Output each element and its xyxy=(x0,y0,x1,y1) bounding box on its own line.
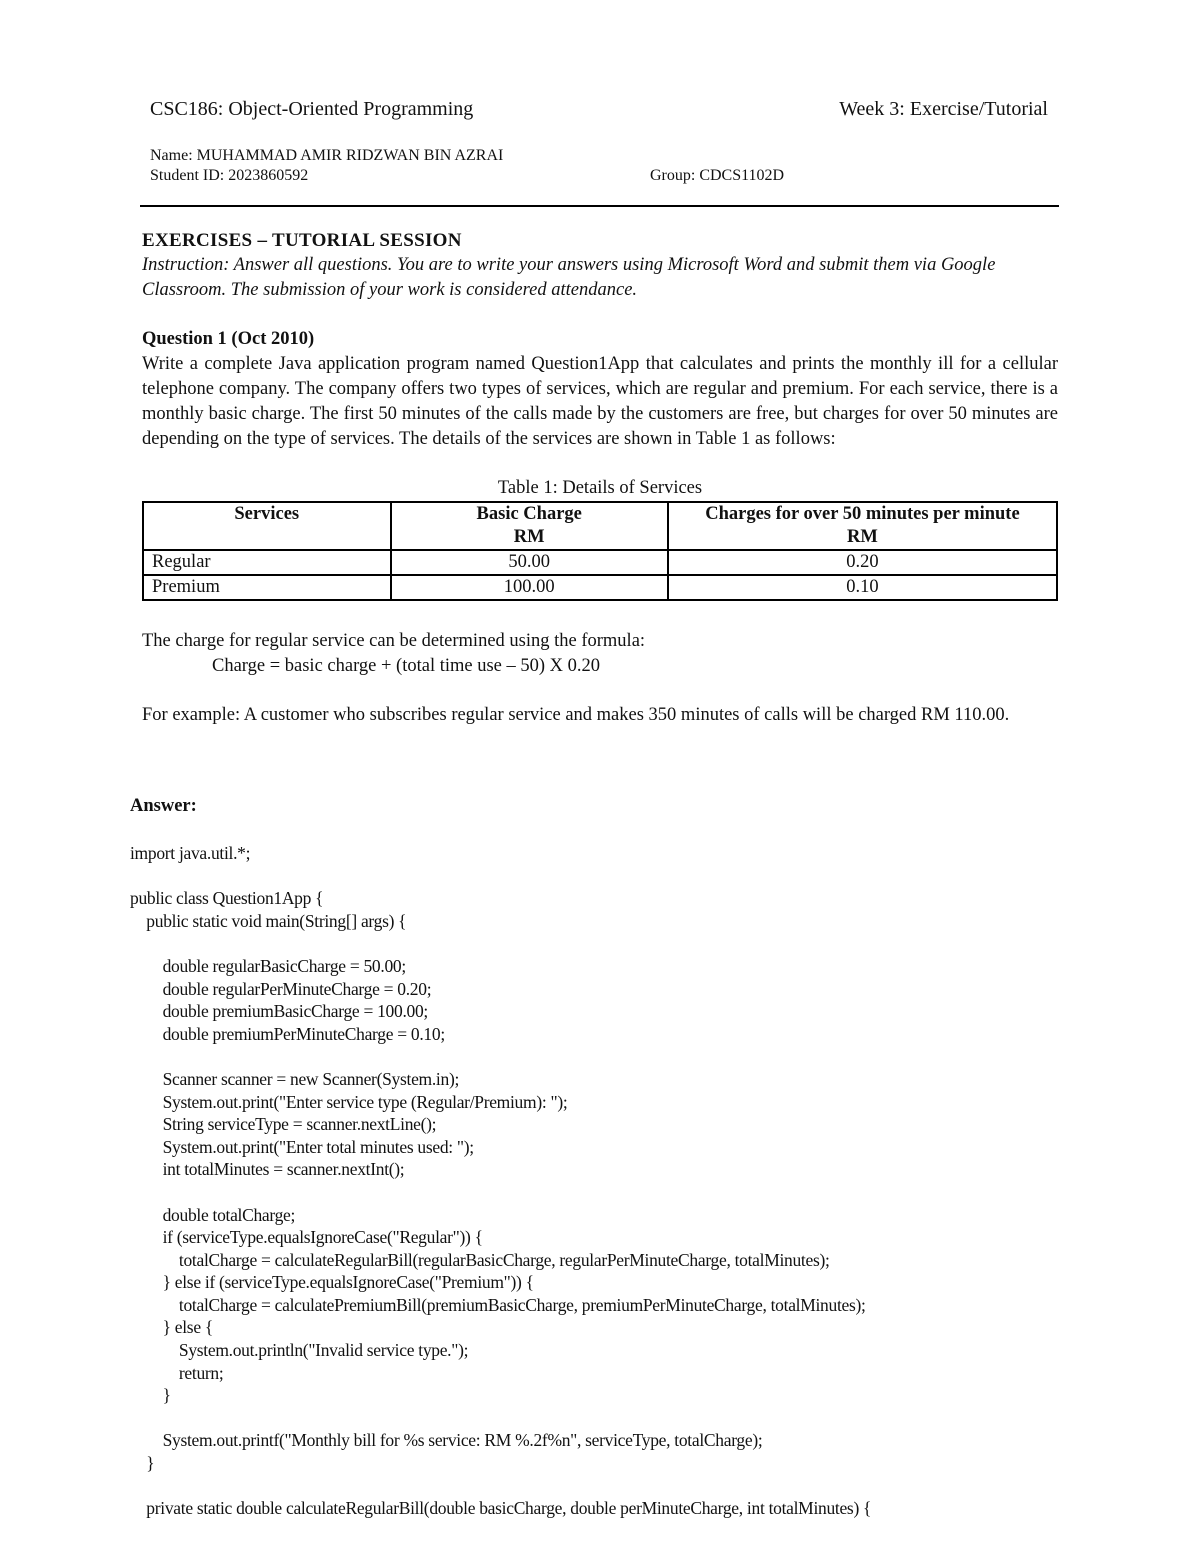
exercise-content xyxy=(142,228,1058,728)
code-line: public class Question1App { xyxy=(130,888,324,909)
cell-basic: 50.00 xyxy=(391,550,668,575)
exercise-title: EXERCISES – TUTORIAL SESSION xyxy=(142,230,462,251)
code-line: import java.util.*; xyxy=(130,843,251,863)
code-line: totalCharge = calculateRegularBill(regularBasicCharge, regularPerMinuteCharge, totalMinutes); xyxy=(130,1249,830,1270)
header-services xyxy=(143,502,391,550)
cell-over: 0.10 xyxy=(668,575,1057,600)
code-line: int totalMinutes = scanner.nextInt(); xyxy=(130,1159,405,1180)
cell-basic: 100.00 xyxy=(391,575,668,600)
code-line xyxy=(130,932,1030,955)
code-line xyxy=(130,1475,1030,1498)
header-over-charge-label: Charges for over 50 minutes per minute xyxy=(705,504,1020,524)
student-group: Group: CDCS1102D xyxy=(650,167,785,184)
course-title: CSC186: Object-Oriented Programming xyxy=(150,98,474,120)
header-over-charge xyxy=(668,502,1057,550)
week-label: Week 3: Exercise/Tutorial xyxy=(839,98,1048,120)
table-caption: Table 1: Details of Services xyxy=(497,478,703,498)
code-line xyxy=(130,1181,1030,1204)
code-line: } xyxy=(130,1453,155,1474)
code-line: double premiumPerMinuteCharge = 0.10; xyxy=(130,1023,445,1044)
code-line: private static double calculateRegularBill(double basicCharge, double perMinuteCharge, int totalMinutes) { xyxy=(130,1498,872,1519)
student-name: Name: MUHAMMAD AMIR RIDZWAN BIN AZRAI xyxy=(150,147,504,164)
header-services-label: Services xyxy=(234,504,300,524)
code-line: public static void main(String[] args) { xyxy=(130,910,407,931)
code-line: } xyxy=(130,1385,171,1406)
cell-over: 0.20 xyxy=(668,550,1057,575)
code-line xyxy=(130,1407,1030,1430)
code-line: Scanner scanner = new Scanner(System.in); xyxy=(130,1068,460,1089)
header-over-charge-unit: RM xyxy=(847,527,878,547)
code-line: System.out.print("Enter service type (Regular/Premium): "); xyxy=(130,1091,568,1112)
table-header-row xyxy=(143,502,1057,550)
table-row xyxy=(143,575,1057,600)
exercise-instruction: Instruction: Answer all questions. You are to write your answers using Microsoft Word and submit them via Google Classroom. The submission of your work is considered attendance. xyxy=(142,255,996,300)
code-line: String serviceType = scanner.nextLine(); xyxy=(130,1114,437,1135)
header-basic-charge-unit: RM xyxy=(513,527,545,547)
code-line: } else if (serviceType.equalsIgnoreCase("Premium")) { xyxy=(130,1272,534,1293)
header-basic-charge-label: Basic Charge xyxy=(476,504,582,524)
answer-code-block xyxy=(130,842,1030,1520)
cell-service: Regular xyxy=(143,550,391,575)
services-table xyxy=(142,501,1058,601)
code-line xyxy=(130,1045,1030,1068)
formula: Charge = basic charge + (total time use – 50) X 0.20 xyxy=(212,656,601,676)
code-line: totalCharge = calculatePremiumBill(premiumBasicCharge, premiumPerMinuteCharge, totalMinutes); xyxy=(130,1294,866,1315)
answer-label: Answer: xyxy=(130,796,197,816)
question-title: Question 1 (Oct 2010) xyxy=(142,329,315,349)
question-body: Write a complete Java application program named Question1App that calculates and prints the monthly ill for a cellular telephone company. The company offers two types of services, which are regular and premium. For each service, there is a monthly basic charge. The first 50 minutes of the calls made by the customers are free, but charges for over 50 minutes are depending on the type of services. The details of the services are shown in Table 1 as follows: xyxy=(142,354,1058,449)
code-line: System.out.print("Enter total minutes used: "); xyxy=(130,1136,474,1157)
code-line: return; xyxy=(130,1362,224,1383)
table-row xyxy=(143,550,1057,575)
code-line: double regularPerMinuteCharge = 0.20; xyxy=(130,978,432,999)
code-line: double totalCharge; xyxy=(130,1204,296,1225)
code-line: System.out.println("Invalid service type."); xyxy=(130,1340,469,1361)
student-id: Student ID: 2023860592 xyxy=(150,167,309,184)
code-line: } else { xyxy=(130,1317,213,1338)
header-basic-charge xyxy=(391,502,668,550)
code-line: if (serviceType.equalsIgnoreCase("Regular")) { xyxy=(130,1227,483,1248)
code-line: System.out.printf("Monthly bill for %s service: RM %.2f%n", serviceType, totalCharge); xyxy=(130,1430,763,1451)
cell-service: Premium xyxy=(143,575,391,600)
code-line xyxy=(130,865,1030,888)
code-line: double regularBasicCharge = 50.00; xyxy=(130,955,406,976)
example-text: For example: A customer who subscribes regular service and makes 350 minutes of calls will be charged RM 110.00. xyxy=(142,705,1010,725)
code-line: double premiumBasicCharge = 100.00; xyxy=(130,1001,428,1022)
formula-intro: The charge for regular service can be determined using the formula: xyxy=(142,631,646,651)
header-divider xyxy=(140,205,1059,207)
